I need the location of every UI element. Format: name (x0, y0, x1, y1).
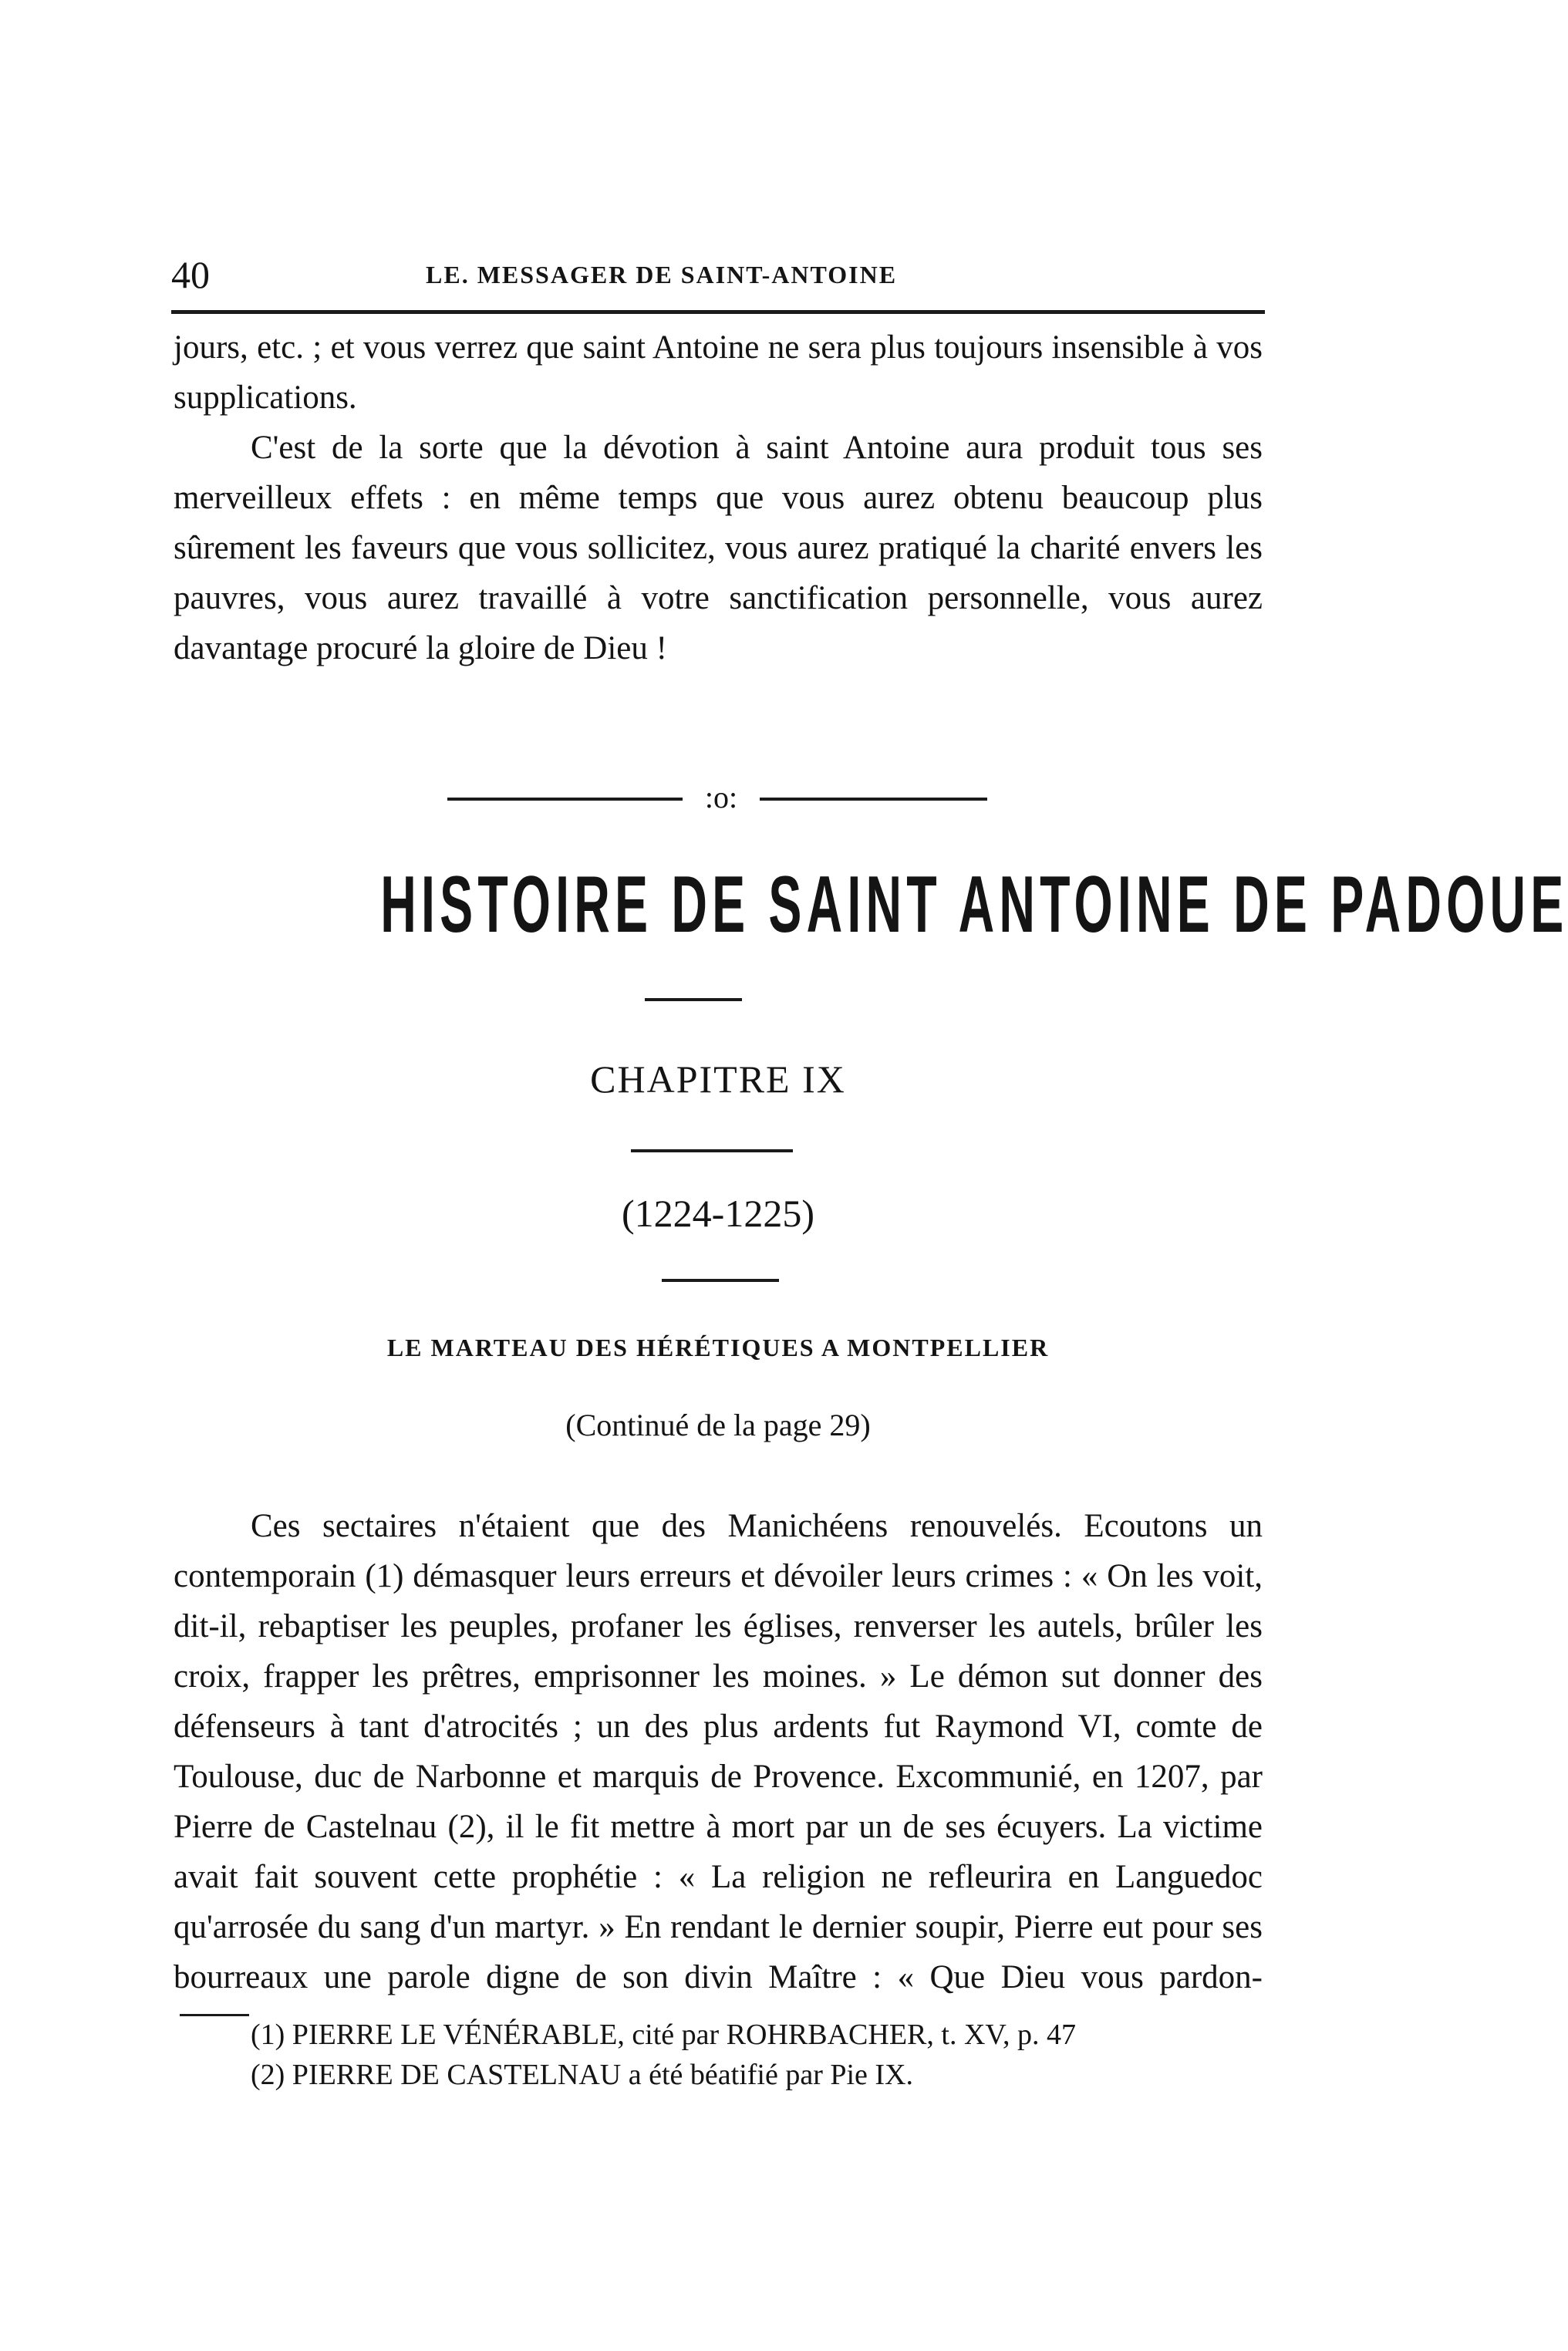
separator-mark: :o: (704, 780, 738, 815)
footnote: (1) PIERRE LE VÉNÉRABLE, cité par ROHRBACHER, t. XV, p. 47 (251, 2019, 1076, 2051)
intro-paragraph: C'est de la sorte que la dévotion à saint Antoine aura produit tous ses merveilleux effets : en même temps que vous aurez obtenu beaucoup plus sûrement les faveurs que vous sollicitez, vous aurez pratiqué la charité envers les pauvres, vous aurez travaillé à votre sanctification personnelle, vous aurez davantage procuré la gloire de Dieu ! (174, 430, 1263, 666)
intro-paragraph: jours, etc. ; et vous verrez que saint Antoine ne sera plus toujours insensible à vos supplications. (174, 329, 1263, 416)
header-rule (171, 310, 1265, 314)
footnotes (251, 2015, 1253, 2095)
section-title: HISTOIRE DE SAINT ANTOINE DE PADOUE (380, 860, 1568, 950)
chapter-body (174, 1501, 1263, 2002)
chapter-rule (631, 1149, 793, 1152)
separator-rule-left (447, 798, 683, 801)
body-paragraph: Ces sectaires n'étaient que des Manichéens renouvelés. Ecoutons un contemporain (1) démasquer leurs erreurs et dévoiler leurs crimes : « On les voit, dit-il, rebaptiser les peuples, profaner les églises, renverser les autels, brûler les croix, frapper les prêtres, emprisonner les moines. » Le démon sut donner des défenseurs à tant d'atrocités ; un des plus ardents fut Raymond VI, comte de Toulouse, duc de Narbonne et marquis de Provence. Excommunié, en 1207, par Pierre de Castelnau (2), il le fit mettre à mort par un de ses écuyers. La victime avait fait souvent cette prophétie : « La religion ne refleurira en Languedoc qu'arrosée du sang d'un martyr. » En rendant le dernier soupir, Pierre eut pour ses bourreaux une parole digne de son divin Maître : « Que Dieu vous pardon- (174, 1508, 1263, 1995)
journal-title: LE. MESSAGER DE SAINT-ANTOINE (426, 261, 898, 288)
dates-rule (662, 1279, 779, 1282)
separator-rule-right (760, 798, 987, 801)
footnote-rule (180, 2014, 249, 2016)
chapter-subtitle: LE MARTEAU DES HÉRÉTIQUES A MONTPELLIER (386, 1334, 1050, 1361)
running-head (171, 251, 1265, 298)
continued-note: (Continué de la page 29) (565, 1408, 871, 1442)
page-number: 40 (171, 253, 210, 296)
chapter-dates: (1224-1225) (622, 1192, 814, 1235)
chapter-heading: CHAPITRE IX (590, 1057, 846, 1101)
section-separator (447, 774, 987, 821)
title-rule (645, 998, 742, 1001)
footnote: (2) PIERRE DE CASTELNAU a été béatifié par Pie IX. (251, 2059, 914, 2091)
intro-text (174, 322, 1263, 673)
